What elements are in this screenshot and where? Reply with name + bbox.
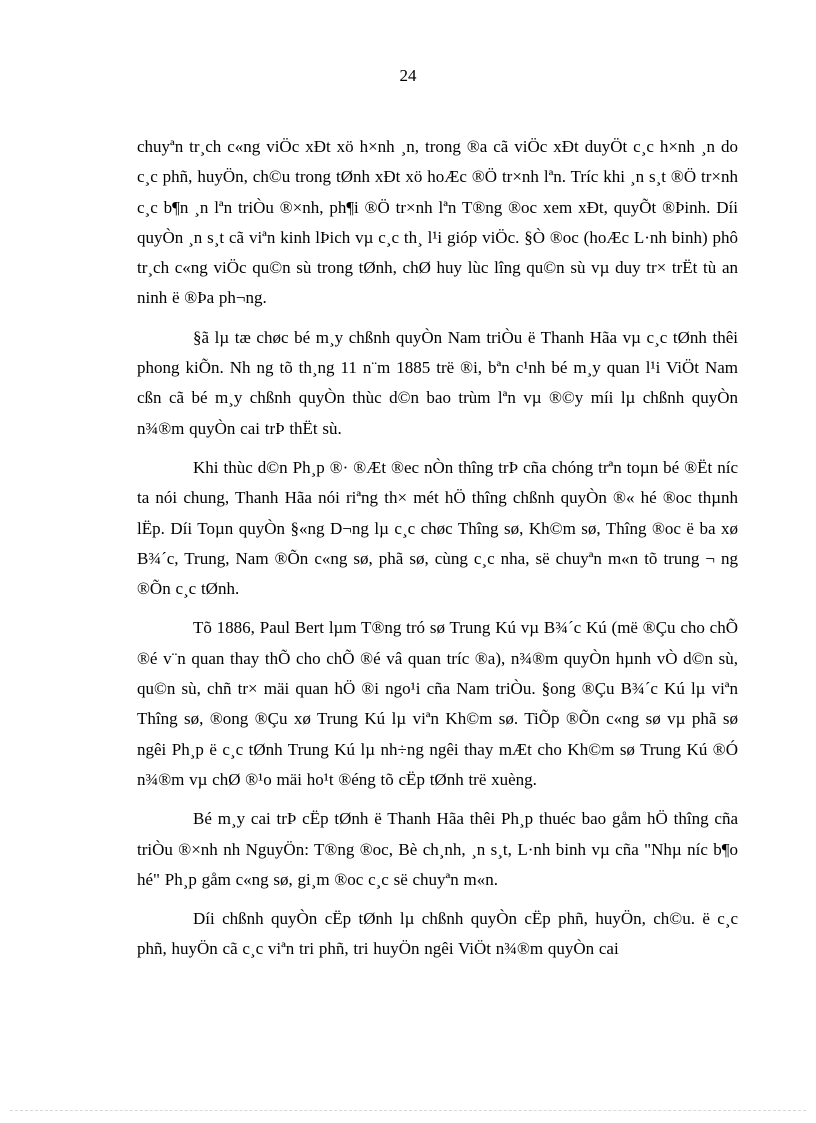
- paragraph: §ã lµ tæ chøc bé m¸y chßnh quyÒn Nam triÒu ë Thanh Hãa vµ c¸c tØnh thêi phong kiÕn. Nh ng tõ th¸ng 11 n¨m 1885 trë ®i, bªn c¹nh bé m¸y quan l¹i ViÖt Nam cßn cã bé m¸y chßnh quyÒn thùc d©n bao trùm lªn vµ ®©y míi lµ chßnh quyÒn n¾®m quyÒn cai trÞ thËt sù.: [137, 327, 738, 438]
- page-bottom-divider: [10, 1110, 806, 1111]
- paragraph: chuyªn tr¸ch c«ng viÖc xÐt xö h×nh ¸n, trong ®a cã viÖc xÐt duyÖt c¸c h×nh ¸n do c¸c phñ, huyÖn, ch©u trong tØnh xÐt xö hoÆc ®Ö tr×nh lªn. Tríc khi ¸n s¸t ®Ö tr×nh c¸c b¶n ¸n lªn triÒu ®×nh, ph¶i ®Ö tr×nh lªn T®ng ®oc xem xÐt, quyÕt ®Þinh. Díi quyÒn ¸n s¸t cã viªn kinh lÞich vµ c¸c th¸ l¹i gióp viÖc. §Ò ®oc (hoÆc L·nh binh) phô tr¸ch c«ng viÖc qu©n sù trong tØnh, chØ huy lùc lîng qu©n sù vµ duy tr× trËt tù an ninh ë ®Þa ph¬ng.: [137, 137, 738, 308]
- paragraph: Khi thùc d©n Ph¸p ®· ®Æt ®ec nÒn thîng trÞ cña chóng trªn toµn bé ®Ët níc ta nói chung, Thanh Hãa nói riªng th× mét hÖ thîng chßnh quyÒn ®« hé ®oc thµnh lËp. Díi Toµn quyÒn §«ng D¬ng lµ c¸c chøc Thîng sø, Kh©m sø, Thîng ®oc ë ba xø B¾´c, Trung, Nam ®Õn c«ng sø, phã sø, cùng c¸c nha, së chuyªn m«n tõ trung ¬ ng ®Õn c¸c tØnh.: [137, 457, 738, 599]
- paragraph: Bé m¸y cai trÞ cËp tØnh ë Thanh Hãa thêi Ph¸p thuéc bao gåm hÖ thîng cña triÒu ®×nh nh NguyÖn: T®ng ®oc, Bè ch¸nh, ¸n s¸t, L·nh binh vµ cña "Nhµ níc b¶o hé" Ph¸p gåm c«ng sø, gi¸m ®oc c¸c së chuyªn m«n.: [137, 809, 738, 889]
- paragraph: Tõ 1886, Paul Bert lµm T®ng tró sø Trung Kú vµ B¾´c Kú (më ®Çu cho chÕ ®é v¨n quan thay thÕ cho chÕ ®é vâ quan tríc ®a), n¾®m quyÒn hµnh vÒ d©n sù, qu©n sù, chñ tr× mäi quan hÖ ®i ngo¹i cña Nam triÒu. §ong ®Çu B¾´c Kú lµ viªn Thîng sø, ®ong ®Çu xø Trung Kú lµ viªn Kh©m sø. TiÕp ®Õn c«ng sø vµ phã sø ngêi Ph¸p ë c¸c tØnh Trung Kú lµ nh÷ng ngêi thay mÆt cho Kh©m sø Trung Kú ®Ó n¾®m vµ chØ ®¹o mäi ho¹t ®éng tõ cËp tØnh trë xuèng.: [137, 618, 738, 789]
- page-number: 24: [399, 66, 417, 85]
- paragraph: Díi chßnh quyÒn cËp tØnh lµ chßnh quyÒn cËp phñ, huyÖn, ch©u. ë c¸c phñ, huyÖn cã c¸c viªn tri phñ, tri huyÖn ngêi ViÖt n¾®m quyÒn cai: [137, 909, 738, 959]
- document-body: [137, 132, 738, 974]
